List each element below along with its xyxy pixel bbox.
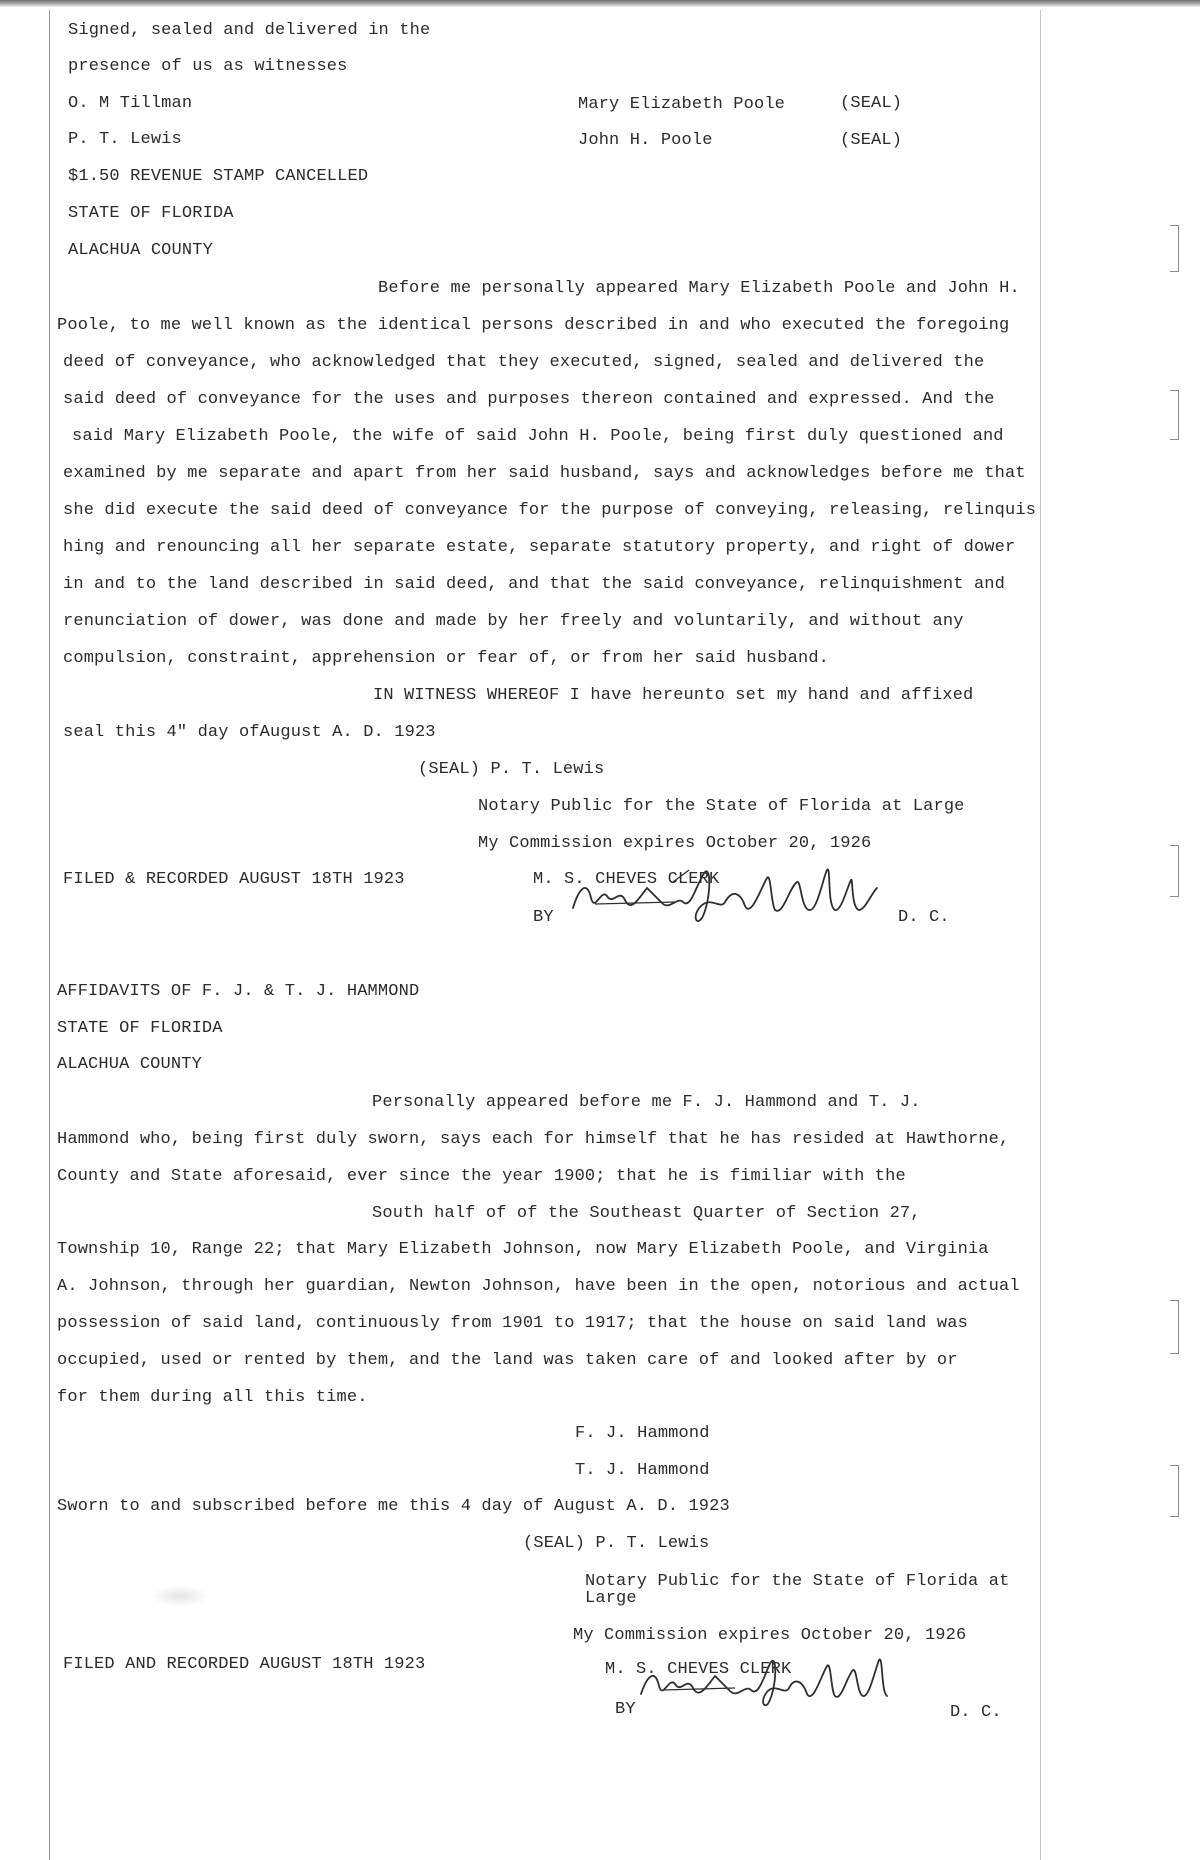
witness-intro: Signed, sealed and delivered in the [68,21,431,40]
jurat-line: Sworn to and subscribed before me this 4 day of August A. D. 1923 [57,1497,730,1516]
ack-line: said Mary Elizabeth Poole, the wife of said John H. Poole, being first duly questioned and [72,427,1004,446]
ack-line: she did execute the said deed of conveyance for the purpose of conveying, releasing, relinquis [63,501,1037,520]
ack-line: renunciation of dower, was done and made by her freely and voluntarily, and without any [63,612,964,631]
affidavit-state: STATE OF FLORIDA [57,1019,223,1038]
notarization-date: seal this 4" day ofAugust A. D. 1923 [63,723,436,742]
scan-bracket-mark [1170,1465,1179,1517]
deputy-clerk-label: D. C. [898,908,950,927]
page-top-edge [0,0,1200,7]
notary-title: Notary Public for the State of Florida at Large [478,797,965,816]
affidavit-county: ALACHUA COUNTY [57,1055,202,1074]
deputy-clerk-label: D. C. [950,1703,1002,1722]
affidavit-line: Hammond who, being first duly sworn, says each for himself that he has resided at Hawthorne, [57,1130,1010,1149]
affidavit-line: A. Johnson, through her guardian, Newton Johnson, have been in the open, notorious and actual [57,1277,1020,1296]
ack-line: in and to the land described in said deed, and that the said conveyance, relinquishment and [63,575,1006,594]
clerk-line: M. S. CHEVES CLERK [533,870,720,889]
notary-title: Notary Public for the State of Florida at [585,1572,1010,1591]
clerk-line: M. S. CHEVES CLERK [605,1660,792,1679]
signer-2: John H. Poole [578,131,713,150]
witness-clause: IN WITNESS WHEREOF I have hereunto set my hand and affixed [373,686,974,705]
scan-bracket-mark [1170,845,1179,897]
scan-bracket-mark [1170,225,1179,272]
witness-intro-2: presence of us as witnesses [68,57,348,76]
witness-2: P. T. Lewis [68,130,182,149]
witness-1: O. M Tillman [68,94,193,113]
affidavit-line: occupied, used or rented by them, and the land was taken care of and looked after by or [57,1351,958,1370]
notary-title-cont: Large [585,1589,637,1608]
affidavit-line: possession of said land, continuously from 1901 to 1917; that the house on said land was [57,1314,968,1333]
affidavit-title: AFFIDAVITS OF F. J. & T. J. HAMMOND [57,982,420,1001]
state-heading: STATE OF FLORIDA [68,204,234,223]
affidavit-line: Township 10, Range 22; that Mary Elizabeth Johnson, now Mary Elizabeth Poole, and Virginia [57,1240,989,1259]
commission-expiry: My Commission expires October 20, 1926 [573,1626,967,1645]
ack-line: said deed of conveyance for the uses and purposes thereon contained and expressed. And the [63,390,995,409]
seal-label: (SEAL) [840,94,903,113]
affidavit-line: South half of of the Southeast Quarter of Section 27, [372,1204,921,1223]
affidavit-line: for them during all this time. [57,1388,368,1407]
notary-signature-line: (SEAL) P. T. Lewis [418,760,605,779]
by-label: BY [615,1700,636,1719]
affiant-2: T. J. Hammond [575,1461,710,1480]
scan-bracket-mark [1170,390,1179,440]
clerk-signature [565,858,895,933]
county-heading: ALACHUA COUNTY [68,241,213,260]
affidavit-line: County and State aforesaid, ever since the year 1900; that he is fimiliar with the [57,1167,906,1186]
ack-line: compulsion, constraint, apprehension or fear of, or from her said husband. [63,649,830,668]
left-margin-rule [49,10,50,1860]
filed-recorded: FILED & RECORDED AUGUST 18TH 1923 [63,870,405,889]
ack-line: examined by me separate and apart from her said husband, says and acknowledges before me that [63,464,1026,483]
ack-line: Poole, to me well known as the identical persons described in and who executed the foregoing [57,316,1010,335]
ack-line: deed of conveyance, who acknowledged that they executed, signed, sealed and delivered the [63,353,985,372]
filed-recorded: FILED AND RECORDED AUGUST 18TH 1923 [63,1655,426,1674]
commission-expiry: My Commission expires October 20, 1926 [478,834,872,853]
affidavit-line: Personally appeared before me F. J. Hammond and T. J. [372,1093,921,1112]
seal-label: (SEAL) [840,131,903,150]
right-margin-rule [1040,10,1041,1860]
affiant-1: F. J. Hammond [575,1424,710,1443]
clerk-signature [635,1646,905,1716]
ack-line: hing and renouncing all her separate estate, separate statutory property, and right of dower [63,538,1016,557]
revenue-stamp-note: $1.50 REVENUE STAMP CANCELLED [68,167,369,186]
ack-line: Before me personally appeared Mary Elizabeth Poole and John H. [378,279,1020,298]
scan-smudge [150,1585,210,1607]
scan-bracket-mark [1170,1300,1179,1354]
signer-1: Mary Elizabeth Poole [578,95,786,114]
by-label: BY [533,908,554,927]
notary-signature-line: (SEAL) P. T. Lewis [523,1534,710,1553]
